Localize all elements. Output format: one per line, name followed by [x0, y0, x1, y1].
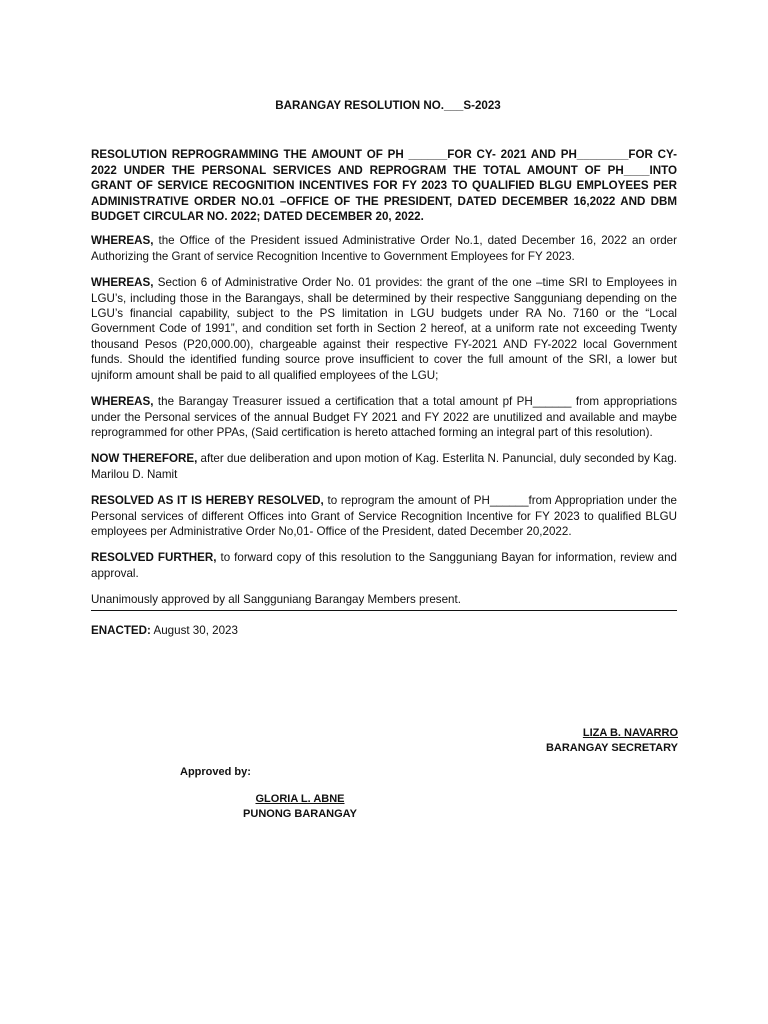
now-therefore-paragraph	[91, 451, 677, 482]
resolution-title: BARANGAY RESOLUTION NO.___S-2023	[275, 99, 501, 112]
whereas-paragraph-1	[91, 233, 677, 264]
paragraph-lead: RESOLVED AS IT IS HEREBY RESOLVED,	[91, 494, 324, 508]
paragraph-lead: WHEREAS,	[91, 234, 154, 248]
paragraph-text: the Office of the President issued Administrative Order No.1, dated December 16, 2022 an order Authorizing the Grant of service Recognition Incentive to Government Employees for FY 2023.	[91, 234, 677, 263]
paragraph-text: Section 6 of Administrative Order No. 01 provides: the grant of the one –time SRI to Employees in LGU’s, including those in the Barangays, shall be determined by their respective Sangguniang depending on the LGU’s financial capability, subject to the PS limitation in LGU budgets under RA No. 7160 or the “Local Government Code of 1991”, and condition set forth in Section 2 hereof, at a uniform rate not exceeding Twenty thousand Pesos (P20,000.00), chargeable against their respective FY-2021 AND FY-2022 local Government funds. Should the identified funding source prove insufficient to cover the full amount of the SRI, a lower but ujniform amount shall be paid to all qualified employees of the LGU;	[91, 276, 677, 382]
document-body	[91, 98, 677, 638]
paragraph-lead: WHEREAS,	[91, 276, 154, 290]
paragraph-text: after due deliberation and upon motion of Kag. Esterlita N. Panuncial, duly seconded by Kag. Marilou D. Namit	[91, 452, 677, 481]
whereas-paragraph-2	[91, 275, 677, 383]
paragraph-lead: WHEREAS,	[91, 395, 154, 409]
resolved-further-paragraph	[91, 550, 677, 581]
approved-by-label: Approved by:	[180, 766, 251, 778]
captain-name: GLORIA L. ABNE	[255, 793, 345, 805]
unanimous-statement: Unanimously approved by all Sangguniang Barangay Members present.	[91, 592, 677, 610]
captain-title: PUNONG BARANGAY	[243, 807, 357, 820]
paragraph-text: the Barangay Treasurer issued a certification that a total amount pf PH______ from appropriations under the Personal services of the annual Budget FY 2021 and FY 2022 are unutilized and available and maybe reprogrammed for other PPAs, (Said certification is hereto attached forming an integral part of this resolution).	[91, 395, 677, 439]
resolution-heading: RESOLUTION REPROGRAMMING THE AMOUNT OF PH ______FOR CY- 2021 AND PH________FOR CY-2022 UNDER THE PERSONAL SERVICES AND REPROGRAM THE TOTAL AMOUNT OF PH____INTO GRANT OF SERVICE RECOGNITION INCENTIVES FOR FY 2023 TO QUALIFIED BLGU EMPLOYEES PER ADMINISTRATIVE ORDER NO.01 –OFFICE OF THE PRESIDENT, DATED DECEMBER 16,2022 AND DBM BUDGET CIRCULAR NO. 2022; DATED DECEMBER 20, 2022.	[91, 148, 677, 224]
resolved-paragraph	[91, 493, 677, 539]
whereas-paragraph-3	[91, 394, 677, 440]
paragraph-lead: RESOLVED FURTHER,	[91, 551, 217, 565]
enacted-line	[91, 623, 677, 638]
enacted-label: ENACTED:	[91, 623, 151, 637]
paragraph-lead: NOW THEREFORE,	[91, 452, 198, 466]
secretary-title: BARANGAY SECRETARY	[545, 741, 678, 754]
captain-signature-block	[230, 792, 370, 821]
secretary-name: LIZA B. NAVARRO	[582, 727, 678, 739]
enacted-date: August 30, 2023	[150, 623, 238, 637]
secretary-signature-block	[520, 726, 678, 755]
paragraph-text: to reprogram the amount of PH______from Appropriation under the Personal services of different Offices into Grant of Service Recognition Incentive for FY 2023 to qualified BLGU employees per Administrative Order No,01- Office of the President, dated December 20,2022.	[91, 494, 677, 538]
paragraph-text: to forward copy of this resolution to the Sangguniang Bayan for information, review and approval.	[91, 551, 678, 580]
